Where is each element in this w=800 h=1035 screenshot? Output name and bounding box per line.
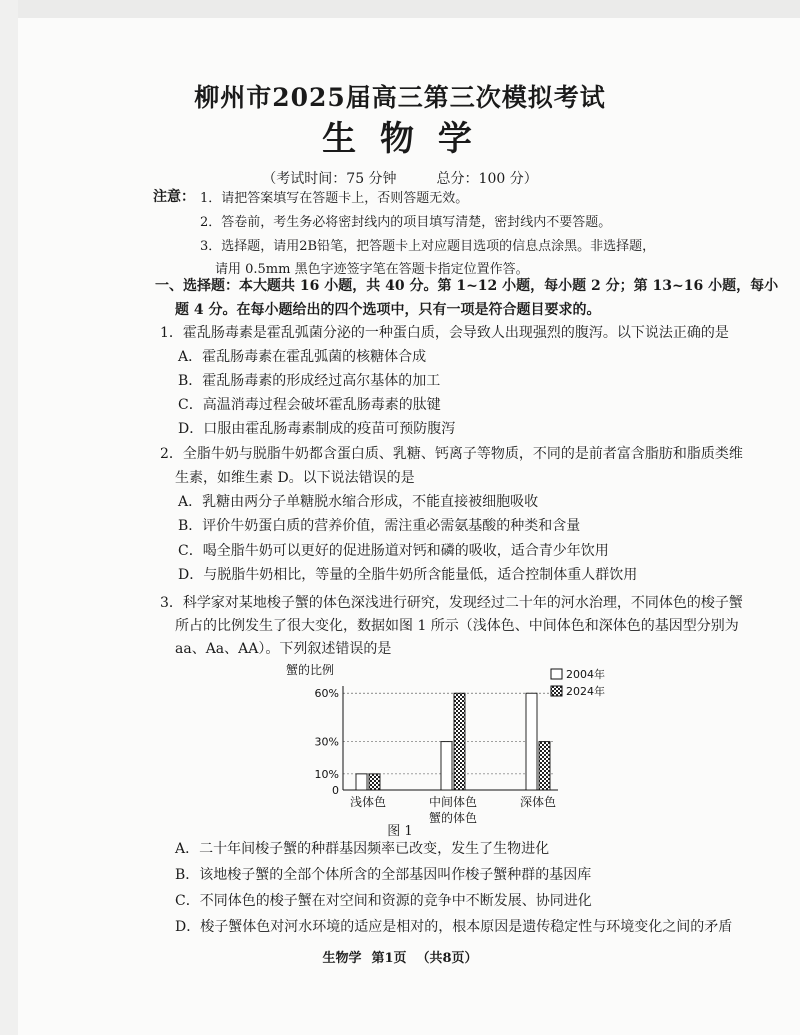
bar-2004	[526, 693, 537, 790]
page-footer	[0, 947, 800, 966]
footer-subject: 生物学	[322, 951, 362, 966]
question-2-option-b: B．评价牛奶蛋白质的营养价值，需注重必需氨基酸的种类和含量	[178, 518, 581, 534]
question-3-option-c: C．不同体色的梭子蟹在对空间和资源的竞争中不断发展、协同进化	[175, 893, 592, 909]
exam-title: 柳州市2025届高三第三次模拟考试	[194, 83, 606, 112]
exam-meta	[0, 168, 800, 188]
x-category-label: 深体色	[519, 795, 557, 809]
subject-title: 生 物 学	[322, 119, 478, 159]
legend-label-2024: 2024年	[566, 685, 605, 698]
notice-item: 请用 0.5mm 黑色字迹签字笔在答题卡指定位置作答。	[215, 262, 529, 277]
notice-item: 1．请把答案填写在答题卡上，否则答题无效。	[200, 191, 469, 206]
question-2-option-d: D．与脱脂牛奶相比，等量的全脂牛奶所含能量低，适合控制体重人群饮用	[178, 567, 638, 583]
question-1-option-c: C．高温消毒过程会破坏霍乱肠毒素的肽键	[178, 397, 441, 413]
legend-label-2004: 2004年	[566, 668, 605, 681]
notice-label: 注意：	[153, 189, 195, 205]
bar-2004	[441, 742, 452, 790]
y-tick-label: 30%	[314, 735, 339, 749]
question-3-option-d: D．梭子蟹体色对河水环境的适应是相对的，根本原因是遗传稳定性与环境变化之间的矛盾	[175, 919, 733, 935]
y-tick-label: 60%	[314, 687, 339, 701]
x-category-label: 浅体色	[349, 795, 387, 809]
section-heading: 一、选择题：本大题共 16 小题，共 40 分。第 1~12 小题，每小题 2 分；第 13~16 小题，每小	[155, 278, 779, 294]
question-1-option-b: B．霍乱肠毒素的形成经过高尔基体的加工	[178, 373, 441, 389]
legend-swatch-2004	[551, 669, 562, 679]
question-2-option-c: C．喝全脂牛奶可以更好的促进肠道对钙和磷的吸收，适合青少年饮用	[178, 543, 609, 559]
bar-2024	[369, 774, 380, 790]
question-3-option-a: A．二十年间梭子蟹的种群基因频率已改变，发生了生物进化	[175, 841, 550, 857]
question-1-option-a: A．霍乱肠毒素在霍乱弧菌的核糖体合成	[178, 349, 427, 365]
figure-caption: 图 1	[387, 824, 413, 839]
question-2-stem: 2．全脂牛奶与脱脂牛奶都含蛋白质、乳糖、钙离子等物质，不同的是前者富含脂肪和脂质类维	[160, 446, 743, 462]
section-heading-cont: 题 4 分。在每小题给出的四个选项中，只有一项是符合题目要求的。	[175, 302, 601, 318]
x-category-label: 中间体色	[428, 795, 478, 809]
footer-page-number: 第1页	[371, 951, 407, 966]
scan-edge-top	[0, 0, 800, 18]
exam-score: 总分：100 分）	[436, 171, 538, 187]
question-2-option-a: A．乳糖由两分子单糖脱水缩合形成，不能直接被细胞吸收	[178, 494, 539, 510]
y-tick-label: 10%	[314, 767, 339, 781]
x-axis-label: 蟹的体色	[428, 811, 478, 825]
bar-2024	[539, 742, 550, 790]
question-2-stem-cont: 生素，如维生素 D。以下说法错误的是	[175, 470, 415, 486]
question-3-stem-cont: aa、Aa、AA）。下列叙述错误的是	[175, 641, 392, 657]
bar-2024	[454, 693, 465, 790]
y-tick-label: 0	[332, 784, 339, 797]
notice-item: 2．答卷前，考生务必将密封线内的项目填写清楚，密封线内不要答题。	[200, 215, 612, 230]
question-3-stem: 3．科学家对某地梭子蟹的体色深浅进行研究，发现经过二十年的河水治理，不同体色的梭子蟹	[160, 595, 743, 611]
question-1-stem: 1．霍乱肠毒素是霍乱弧菌分泌的一种蛋白质，会导致人出现强烈的腹泻。以下说法正确的是	[160, 325, 729, 341]
notice-item: 3．选择题，请用2B铅笔，把答题卡上对应题目选项的信息点涂黑。非选择题，	[200, 239, 656, 254]
question-3-option-b: B．该地梭子蟹的全部个体所含的全部基因叫作梭子蟹种群的基因库	[175, 867, 592, 883]
legend-swatch-2024	[551, 686, 562, 696]
exam-time: （考试时间：75 分钟	[262, 171, 397, 187]
question-1-option-d: D．口服由霍乱肠毒素制成的疫苗可预防腹泻	[178, 421, 456, 437]
y-axis-label: 蟹的比例	[286, 663, 335, 677]
question-3-stem-cont: 所占的比例发生了很大变化，数据如图 1 所示（浅体色、中间体色和深体色的基因型分别为	[175, 618, 739, 634]
bar-2004	[356, 774, 367, 790]
footer-page-total: （共8页）	[416, 951, 478, 966]
